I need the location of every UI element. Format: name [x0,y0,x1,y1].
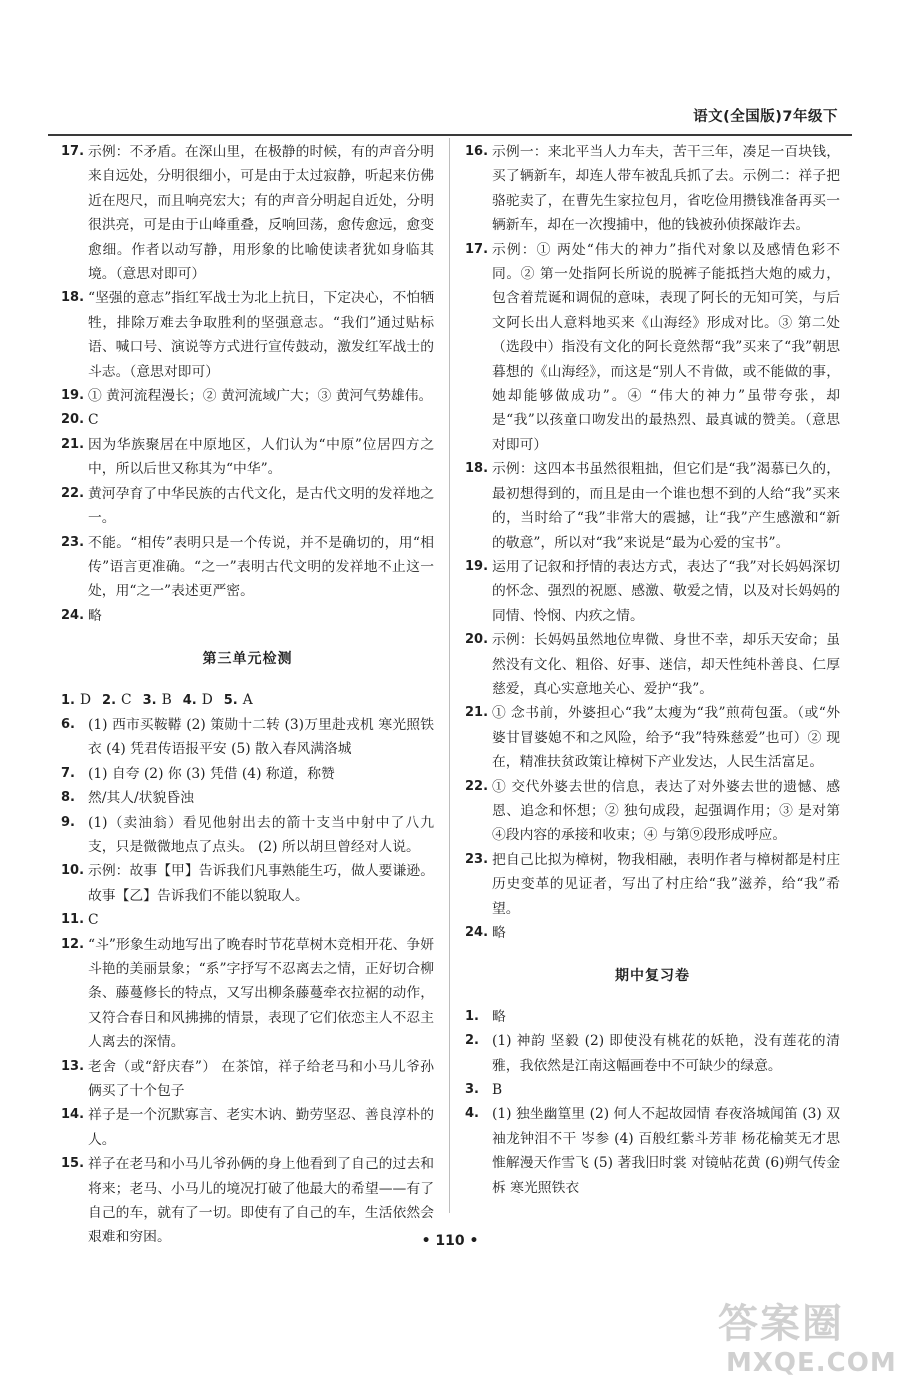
answer-number: 12. [61,936,85,952]
answer-number: 21. [465,705,489,721]
answer-choice: B [161,691,172,708]
section-title-unit3: 第三单元检测 [202,651,293,668]
answer-number: 6. [61,716,75,732]
answer-item [465,555,840,628]
answer-text: “坚强的意志”指红军战士为北上抗日，下定决心，不怕牺牲，排除万难去争取胜利的坚强意志。“我们”通过贴标语、喊口号、演说等方式进行宣传鼓动，激发红军战士的斗志。（意思对即可） [88,290,434,380]
answer-number: 9. [61,814,75,830]
answer-text: (1) 自夸 (2) 你 (3) 凭借 (4) 称道，称赞 [88,765,335,782]
right-column [465,140,840,1200]
answer-text: 示例一：来北平当人力车夫，苦干三年，凑足一百块钱，买了辆新车，却连人带车被乱兵抓了去。示例二：祥子把骆驼卖了，在曹先生家拉包月，省吃俭用攒钱准备再买一辆新车，却在一次搜捕中，他的钱被孙侦探敲诈去。 [492,144,840,234]
answer-number: 3. [465,1082,479,1098]
answer-text: C [88,912,99,929]
column-divider [449,138,450,1213]
answer-item [465,1029,840,1078]
answer-item [465,628,840,701]
multiple-choice-answers [61,688,434,713]
answer-item [465,921,840,945]
answer-item [465,1005,840,1029]
answer-item [61,433,434,482]
answer-text: 不能。“相传”表明只是一个传说，并不是确切的，用“相传”语言更准确。“之一”表明古代文明的发祥地不止这一处，用“之一”表述更严密。 [88,534,434,600]
answer-number: 2. [465,1033,479,1049]
answer-number: 4. [182,692,197,708]
answer-item [61,811,434,860]
answer-number: 22. [465,778,489,794]
answer-number: 11. [61,912,85,928]
answer-item [61,140,434,286]
answer-text: 把自己比拟为樟树，物我相融，表明作者与樟树都是村庄历史变革的见证者，写出了村庄给“我”滋养，给“我”希望。 [492,851,840,917]
page-header: 语文(全国版)7年级下 [693,109,838,125]
left-answer-list-b [61,713,434,1250]
answer-number: 7. [61,765,75,781]
section-title-midterm: 期中复习卷 [615,968,690,985]
answer-text: 祥子是一个沉默寡言、老实木讷、勤劳坚忍、善良淳朴的人。 [88,1107,434,1148]
answer-number: 23. [61,534,85,550]
answer-text: 祥子在老马和小马儿爷孙俩的身上他看到了自己的过去和将来；老马、小马儿的境况打破了他最大的希望——有了自己的车，就有了一切。即使有了自己的车，生活依然会艰难和穷困。 [88,1156,434,1246]
answer-item [61,786,434,810]
answer-text: ① 念书前，外婆担心“我”太瘦为“我”煎荷包蛋。（或“外婆甘冒婆媳不和之风险，给予“我”特殊慈爱”也可）② 现在，精准扶贫政策让樟树下产业发达，人民生活富足。 [492,705,840,771]
answer-text: 老舍（或“舒庆春”） 在茶馆，祥子给老马和小马儿爷孙俩买了十个包子 [88,1058,434,1100]
answer-number: 14. [61,1107,85,1123]
answer-number: 15. [61,1156,85,1172]
page-number: • 110 • [421,1233,479,1249]
answer-number: 17. [61,144,85,159]
right-answer-list-a [465,140,840,945]
answer-text: ① 交代外婆去世的信息，表达了对外婆去世的遗憾、感恩、追念和怀想；② 独句成段，起强调作用；③ 是对第④段内容的承接和收束；④ 与第⑨段形成呼应。 [492,778,840,844]
answer-text: (1) 神韵 坚毅 (2) 即使没有桃花的妖艳，没有莲花的清雅，我依然是江南这幅画卷中不可缺少的绿意。 [492,1033,840,1074]
answer-number: 16. [465,144,489,159]
answer-item [465,848,840,921]
answer-text: 黄河孕育了中华民族的古代文化，是古代文明的发祥地之一。 [88,485,434,527]
answer-text: 略 [492,925,506,941]
answer-item [61,1103,434,1152]
answer-number: 18. [61,290,85,306]
answer-item [61,286,434,384]
answer-item [465,1102,840,1200]
answer-number: 20. [61,412,85,428]
answer-item [61,482,434,531]
answer-text: (1)（卖油翁）看见他射出去的箭十支当中射中了八九支，只是微微地点了点头。 (2) 所以胡旦曾经对人说。 [88,814,434,855]
answer-number: 24. [61,607,85,623]
answer-choice: D [201,691,213,708]
answer-number: 8. [61,790,75,806]
answer-number: 24. [465,925,489,940]
answer-choice: D [79,691,92,708]
answer-number: 1. [465,1008,479,1024]
answer-item [61,604,434,628]
answer-choice: A [242,691,253,708]
right-answer-list-b [465,1005,840,1200]
answer-item [61,713,434,762]
answer-item [61,859,434,908]
answer-number: 13. [61,1058,85,1074]
answer-item [61,1055,434,1104]
answer-number: 3. [142,692,157,708]
answer-text: 然/其人/状貌昏浊 [88,790,194,807]
left-answer-list-a [61,140,434,628]
answer-text: 示例：① 两处“伟大的神力”指代对象以及感情色彩不同。② 第一处指阿长所说的脱裤子能抵挡大炮的威力，包含着荒诞和调侃的意味，表现了阿长的无知可笑，与后文阿长出人意料地买来《山海经》形成对比。③ 第二处（选段中）指没有文化的阿长竟然帮“我”买来了“我”朝思暮想的《山海经》，而这是“别人不肯做，或不能做的事，她却能够做成功”。④ “伟大的神力”虽带夸张，却是“我”以孩童口吻发出的最热烈、最真诚的赞美。（意思对即可） [492,241,840,453]
answer-text: 示例：长妈妈虽然地位卑微、身世不幸，却乐天安命；虽然没有文化、粗俗、好事、迷信，却天性纯朴善良、仁厚慈爱，真心实意地关心、爱护“我”。 [492,632,840,697]
answer-item [465,701,840,774]
answer-number: 5. [223,692,238,708]
answer-number: 22. [61,485,85,501]
answer-item [61,933,434,1055]
answer-item [465,1078,840,1102]
answer-item [61,531,434,604]
answer-number: 10. [61,863,85,879]
answer-text: 示例：这四本书虽然很粗拙，但它们是“我”渴慕已久的，最初想得到的，而且是由一个谁也想不到的人给“我”买来的，当时给了“我”非常大的震撼，让“我”产生感激和“新的敬意”，所以对“我”来说是“最为心爱的宝书”。 [492,461,840,551]
answer-item [61,762,434,786]
answer-number: 2. [102,692,117,708]
answer-number: 21. [61,436,85,452]
answer-number: 1. [61,692,75,708]
answer-text: 示例：不矛盾。在深山里，在极静的时候，有的声音分明来自远处，分明很细小，可是由于太过寂静，听起来仿佛近在咫尺，而且响亮宏大；有的声音分明起自近处，分明很洪亮，可是由于山峰重叠，反响回荡，愈传愈远，愈变愈细。作者以动写静，用形象的比喻使读者犹如身临其境。（意思对即可） [88,144,434,283]
left-column [61,140,434,1250]
watermark-logo: 答案圈 MXQE.COM [718,1301,897,1378]
answer-number: 17. [465,241,489,257]
answer-text: ① 黄河流程漫长；② 黄河流域广大；③ 黄河气势雄伟。 [88,388,433,405]
answer-text: “斗”形象生动地写出了晚春时节花草树木竞相开花、争妍斗艳的美丽景象；“系”字抒写不忍离去之情，正好切合柳条、藤蔓修长的特点，又写出柳条藤蔓牵衣拉裾的动作，又符合春日和风拂拂的情景，表现了它们依恋主人不忍主人离去的深情。 [88,936,434,1051]
answer-item [465,238,840,458]
header-rule [48,134,852,136]
answer-number: 23. [465,851,489,867]
answer-text: 略 [88,607,102,624]
answer-item [465,775,840,848]
answer-text: C [88,412,99,429]
answer-text: 示例：故事【甲】告诉我们凡事熟能生巧，做人要谦逊。故事【乙】告诉我们不能以貌取人。 [88,863,434,904]
answer-number: 4. [465,1106,479,1122]
answer-number: 18. [465,461,489,477]
answer-number: 19. [465,558,489,574]
answer-text: 运用了记叙和抒情的表达方式，表达了“我”对长妈妈深切的怀念、强烈的祝愿、感激、敬爱之情，以及对长妈妈的同情、怜悯、内疚之情。 [492,558,840,624]
answer-choice: C [121,691,132,708]
answer-item [61,384,434,408]
answer-item [61,908,434,932]
answer-text: B [492,1082,503,1099]
answer-number: 19. [61,388,85,404]
answer-text: 略 [492,1008,506,1025]
answer-number: 20. [465,632,489,648]
answer-text: (1) 西市买鞍鞯 (2) 策勋十二转 (3)万里赴戎机 寒光照铁衣 (4) 凭君传语报平安 (5) 散入春风满洛城 [88,716,434,758]
answer-text: 因为华族聚居在中原地区，人们认为“中原”位居四方之中，所以后世又称其为“中华”。 [88,436,434,478]
answer-text: (1) 独坐幽篁里 (2) 何人不起故园情 春夜洛城闻笛 (3) 双袖龙钟泪不干 岑参 (4) 百般红紫斗芳菲 杨花榆荚无才思 惟解漫天作雪飞 (5) 著我旧时裳 对镜帖花黄 (6)朔气传金柝 寒光照铁衣 [492,1106,840,1196]
answer-item [465,457,840,555]
answer-item [61,408,434,432]
answer-item [465,140,840,238]
